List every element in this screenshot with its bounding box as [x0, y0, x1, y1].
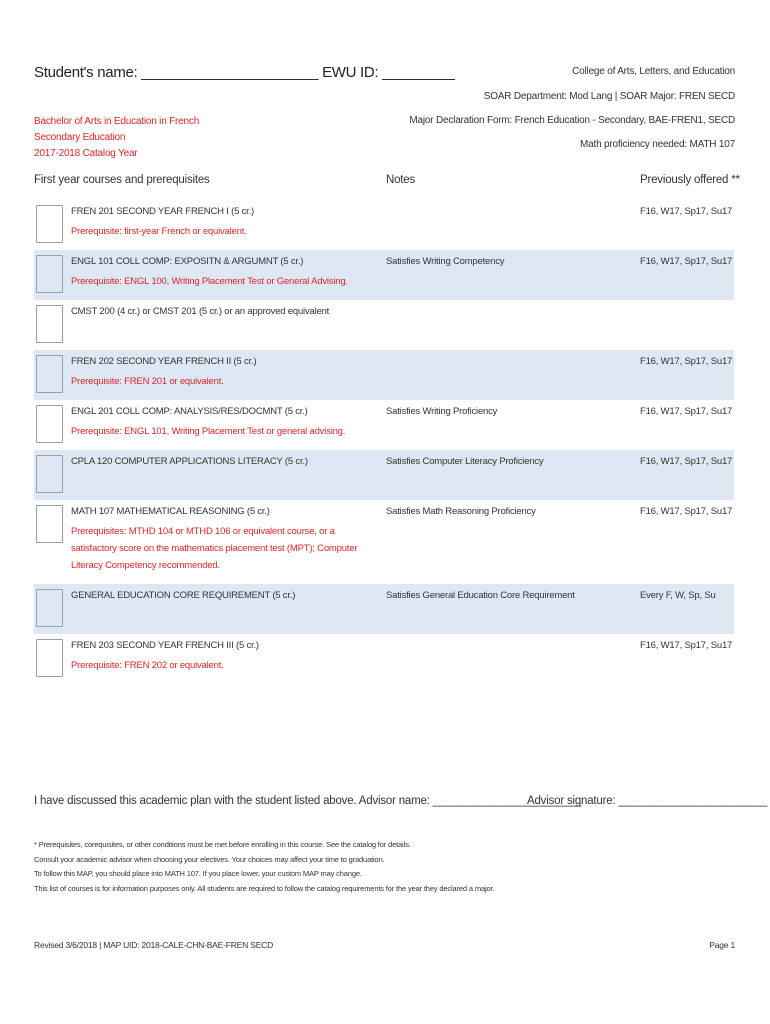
- course-note: Satisfies General Education Core Requirement: [386, 590, 575, 601]
- major-declaration-form: Major Declaration Form: French Education - Secondary, BAE-FREN1, SECD: [409, 115, 735, 126]
- course-note: Satisfies Writing Competency: [386, 256, 505, 267]
- course-note: Satisfies Writing Proficiency: [386, 406, 498, 417]
- course-offered-terms: F16, W17, Sp17, Su17: [640, 640, 733, 651]
- course-row: [34, 400, 734, 450]
- course-offered-terms: F16, W17, Sp17, Su17: [640, 206, 733, 217]
- course-offered-terms: F16, W17, Sp17, Su17: [640, 256, 733, 267]
- course-title: ENGL 201 COLL COMP: ANALYSIS/RES/DOCMNT (5 cr.): [71, 406, 308, 417]
- footnote: Consult your academic advisor when choosing your electives. Your choices may affect your time to graduation.: [34, 855, 385, 864]
- course-prerequisite: Prerequisite: ENGL 101, Writing Placement Test or general advising.: [71, 426, 346, 437]
- course-row: [34, 584, 734, 634]
- course-checkbox[interactable]: [36, 205, 63, 243]
- course-title: ENGL 101 COLL COMP: EXPOSITN & ARGUMNT (5 cr.): [71, 256, 304, 267]
- course-offered-terms: F16, W17, Sp17, Su17: [640, 456, 733, 467]
- course-row: [34, 300, 734, 350]
- math-proficiency: Math proficiency needed: MATH 107: [580, 139, 735, 150]
- program-track: Secondary Education: [34, 132, 126, 143]
- course-checkbox[interactable]: [36, 255, 63, 293]
- course-title: CMST 200 (4 cr.) or CMST 201 (5 cr.) or an approved equivalent: [71, 306, 330, 317]
- course-prerequisite: Prerequisite: FREN 202 or equivalent.: [71, 660, 224, 671]
- notes-column-header: Notes: [386, 174, 416, 186]
- footnote: This list of courses is for information purposes only. All students are required to follow the catalog requirements for the year they declared a major.: [34, 884, 495, 893]
- course-offered-terms: F16, W17, Sp17, Su17: [640, 506, 733, 517]
- course-title: MATH 107 MATHEMATICAL REASONING (5 cr.): [71, 506, 270, 517]
- course-offered-terms: F16, W17, Sp17, Su17: [640, 406, 733, 417]
- courses-column-header: First year courses and prerequisites: [34, 174, 210, 186]
- course-title: GENERAL EDUCATION CORE REQUIREMENT (5 cr.): [71, 590, 296, 601]
- course-checkbox[interactable]: [36, 305, 63, 343]
- catalog-year: 2017-2018 Catalog Year: [34, 148, 138, 159]
- course-prerequisite: Prerequisites: MTHD 104 or MTHD 106 or equivalent course, or a satisfactory score on the mathematics placement test (MPT); Computer Literacy Competency recommended.: [71, 526, 358, 571]
- course-offered-terms: F16, W17, Sp17, Su17: [640, 356, 733, 367]
- course-title: FREN 202 SECOND YEAR FRENCH II (5 cr.): [71, 356, 257, 367]
- course-row: [34, 200, 734, 250]
- course-row: [34, 500, 734, 584]
- course-offered-terms: Every F, W, Sp, Su: [640, 590, 716, 601]
- course-checkbox[interactable]: [36, 589, 63, 627]
- course-note: Satisfies Math Reasoning Proficiency: [386, 506, 536, 517]
- offered-column-header: Previously offered **: [640, 174, 740, 186]
- course-prerequisite: Prerequisite: first-year French or equivalent.: [71, 226, 247, 237]
- course-checkbox[interactable]: [36, 355, 63, 393]
- course-prerequisite: Prerequisite: FREN 201 or equivalent.: [71, 376, 224, 387]
- course-row: [34, 450, 734, 500]
- course-prerequisite: Prerequisite: ENGL 100, Writing Placement Test or General Advising.: [71, 276, 348, 287]
- revision-info: Revised 3/6/2018 | MAP UID: 2018-CALE-CHN-BAE-FREN SECD: [34, 940, 274, 950]
- course-row: [34, 250, 734, 300]
- course-row: [34, 634, 734, 684]
- course-checkbox[interactable]: [36, 505, 63, 543]
- course-row: [34, 350, 734, 400]
- soar-department: SOAR Department: Mod Lang | SOAR Major: FREN SECD: [483, 91, 735, 102]
- course-title: FREN 203 SECOND YEAR FRENCH III (5 cr.): [71, 640, 259, 651]
- page-number: Page 1: [709, 940, 735, 950]
- course-title: FREN 201 SECOND YEAR FRENCH I (5 cr.): [71, 206, 254, 217]
- college-name: College of Arts, Letters, and Education: [572, 66, 735, 77]
- course-checkbox[interactable]: [36, 455, 63, 493]
- course-checkbox[interactable]: [36, 639, 63, 677]
- footnote: * Prerequisites, corequisites, or other conditions must be met before enrolling in this course. See the catalog for details.: [34, 840, 411, 849]
- course-title: CPLA 120 COMPUTER APPLICATIONS LITERACY (5 cr.): [71, 456, 308, 467]
- program-degree: Bachelor of Arts in Education in French: [34, 116, 200, 127]
- advisor-signature: Advisor signature: ________________________: [527, 795, 768, 807]
- advisor-statement: I have discussed this academic plan with the student listed above. Advisor name: ________________________: [34, 795, 582, 807]
- footnote: To follow this MAP, you should place into MATH 107. If you place lower, your custom MAP may change.: [34, 869, 362, 878]
- course-note: Satisfies Computer Literacy Proficiency: [386, 456, 544, 467]
- course-checkbox[interactable]: [36, 405, 63, 443]
- student-name-ewu-id-line: Student's name: ______________________ EWU ID: _________: [34, 64, 455, 81]
